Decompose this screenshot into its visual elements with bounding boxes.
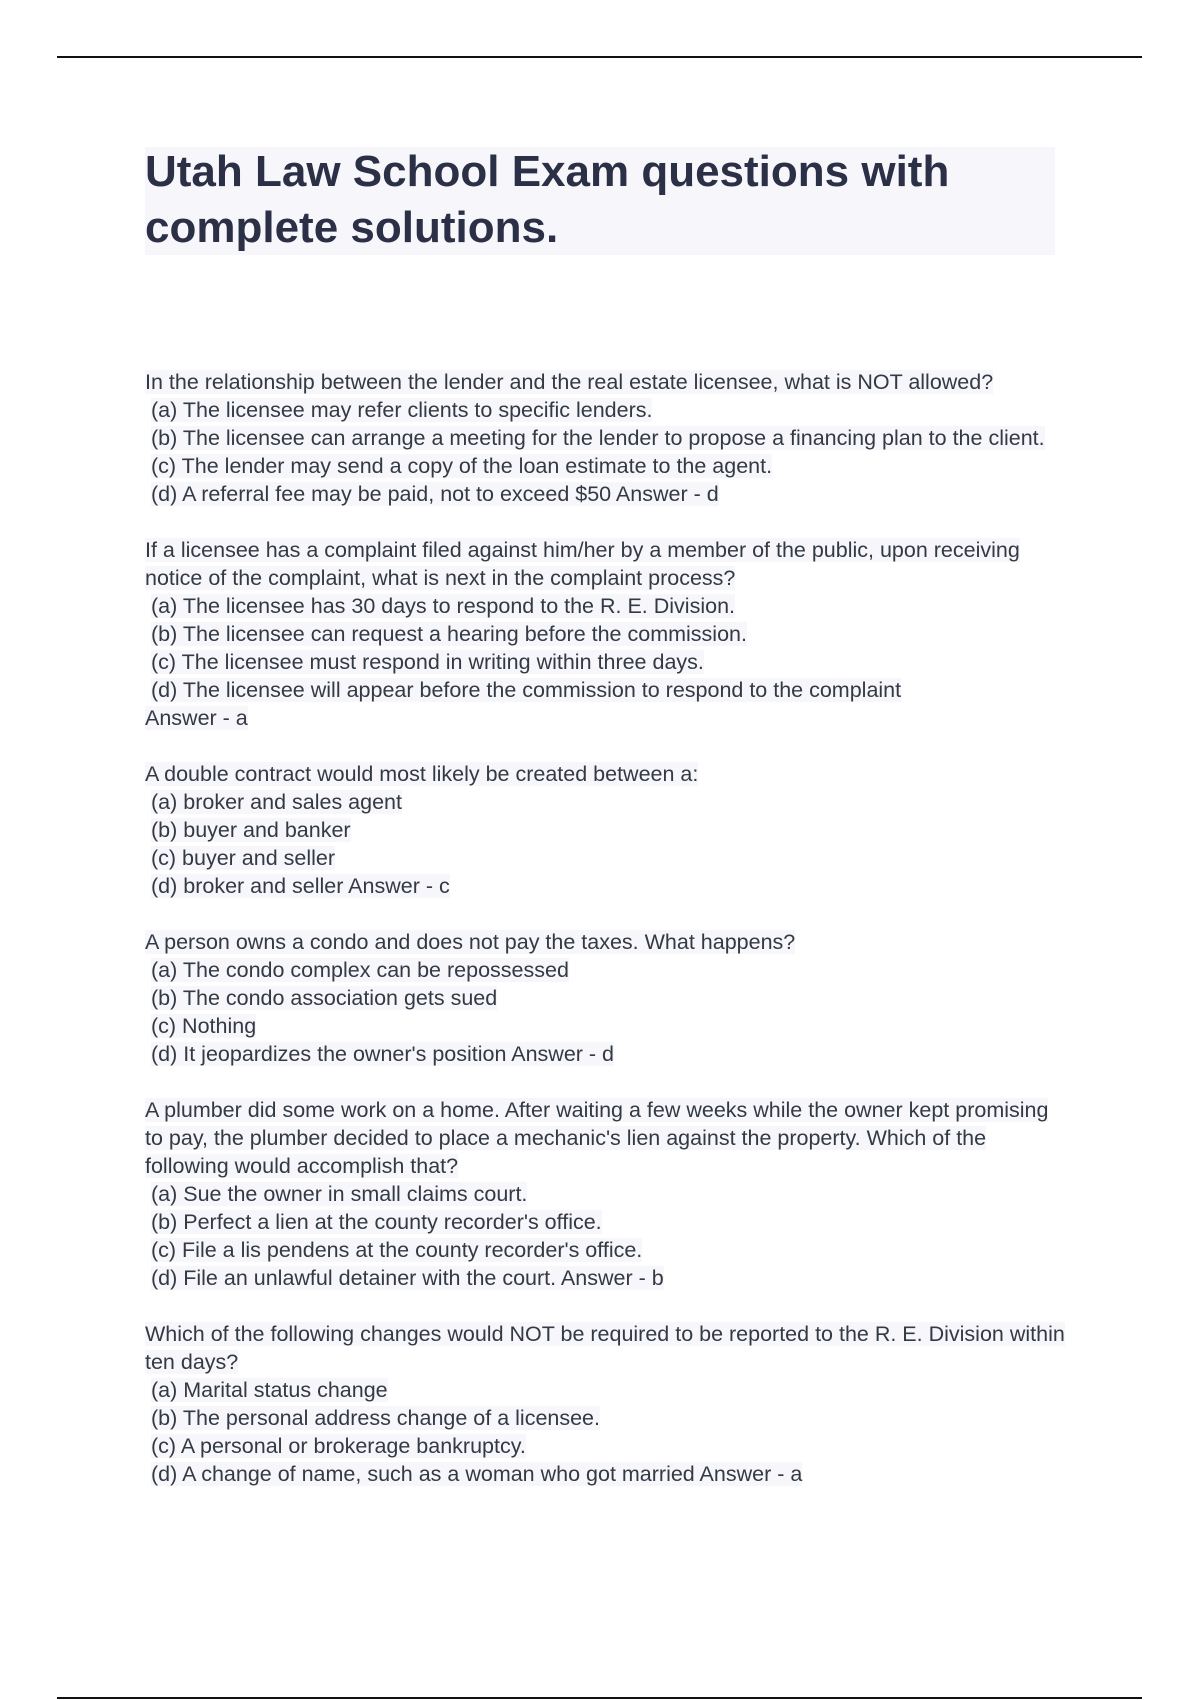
- answer-option-a: (a) The condo complex can be repossessed: [151, 958, 569, 982]
- question-2: [145, 536, 1065, 732]
- footer-rule: [57, 1697, 1142, 1699]
- question-list: [145, 368, 1065, 1516]
- question-prompt: Which of the following changes would NOT be required to be reported to the R. E. Division within ten days?: [145, 1322, 1065, 1374]
- answer-key: Answer - a: [145, 706, 248, 730]
- page-title: Utah Law School Exam questions with complete solutions.: [145, 147, 950, 252]
- answer-option-d: (d) It jeopardizes the owner's position Answer - d: [151, 1042, 614, 1066]
- answer-option-d: (d) A change of name, such as a woman who got married Answer - a: [151, 1462, 803, 1486]
- answer-option-a: (a) The licensee has 30 days to respond to the R. E. Division.: [151, 594, 735, 618]
- header-rule: [57, 56, 1142, 58]
- answer-option-d: (d) A referral fee may be paid, not to exceed $50 Answer - d: [151, 482, 719, 506]
- answer-option-d: (d) broker and seller Answer - c: [151, 874, 450, 898]
- question-prompt: In the relationship between the lender and the real estate licensee, what is NOT allowed?: [145, 370, 994, 394]
- answer-option-d: (d) File an unlawful detainer with the court. Answer - b: [151, 1266, 664, 1290]
- question-prompt: A plumber did some work on a home. After waiting a few weeks while the owner kept promising to pay, the plumber decided to place a mechanic's lien against the property. Which of the following would accomplish that?: [145, 1098, 1049, 1178]
- answer-option-b: (b) The personal address change of a licensee.: [151, 1406, 600, 1430]
- answer-option-a: (a) Marital status change: [151, 1378, 388, 1402]
- question-prompt: A person owns a condo and does not pay the taxes. What happens?: [145, 930, 796, 954]
- answer-option-b: (b) The licensee can arrange a meeting for the lender to propose a financing plan to the client.: [151, 426, 1045, 450]
- question-prompt: If a licensee has a complaint filed against him/her by a member of the public, upon receiving notice of the complaint, what is next in the complaint process?: [145, 538, 1020, 590]
- answer-option-a: (a) broker and sales agent: [151, 790, 402, 814]
- answer-option-c: (c) The licensee must respond in writing within three days.: [151, 650, 704, 674]
- answer-option-a: (a) The licensee may refer clients to specific lenders.: [151, 398, 653, 422]
- question-6: [145, 1320, 1065, 1488]
- answer-option-c: (c) The lender may send a copy of the loan estimate to the agent.: [151, 454, 773, 478]
- question-3: [145, 760, 1065, 900]
- question-5: [145, 1096, 1065, 1292]
- answer-option-b: (b) Perfect a lien at the county recorder's office.: [151, 1210, 602, 1234]
- title-block: [145, 147, 1055, 255]
- question-1: [145, 368, 1065, 508]
- question-prompt: A double contract would most likely be created between a:: [145, 762, 699, 786]
- answer-option-b: (b) The condo association gets sued: [151, 986, 498, 1010]
- answer-option-c: (c) A personal or brokerage bankruptcy.: [151, 1434, 526, 1458]
- answer-option-c: (c) Nothing: [151, 1014, 257, 1038]
- answer-option-b: (b) The licensee can request a hearing before the commission.: [151, 622, 747, 646]
- answer-option-a: (a) Sue the owner in small claims court.: [151, 1182, 528, 1206]
- answer-option-c: (c) File a lis pendens at the county recorder's office.: [151, 1238, 643, 1262]
- question-4: [145, 928, 1065, 1068]
- answer-option-b: (b) buyer and banker: [151, 818, 351, 842]
- answer-option-d: (d) The licensee will appear before the commission to respond to the complaint: [151, 678, 902, 702]
- answer-option-c: (c) buyer and seller: [151, 846, 336, 870]
